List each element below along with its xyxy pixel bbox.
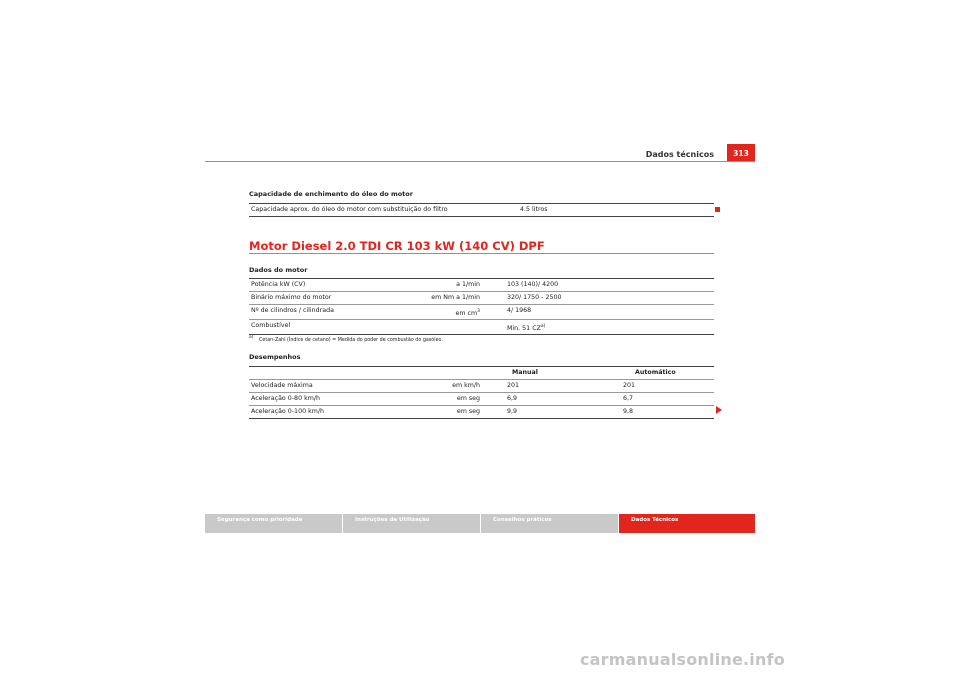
- footnote-text: Cetan-Zahl (Índice de cetano) = Medida do poder de combustão do gasóleo.: [259, 337, 443, 343]
- footnote-marker: a): [249, 335, 254, 340]
- engine-row-unit: a 1/min: [456, 281, 480, 288]
- footnote-ref: a): [540, 324, 546, 329]
- engine-row-value: 103 (140)/ 4200: [507, 281, 559, 288]
- performance-row-unit: em seg: [456, 395, 480, 402]
- engine-title: Motor Diesel 2.0 TDI CR 103 kW (140 CV) DPF: [249, 239, 545, 253]
- table-row: [249, 320, 714, 334]
- engine-row-value: 320/ 1750 - 2500: [507, 294, 562, 301]
- engine-row-value: [507, 324, 545, 332]
- oil-capacity-label: Capacidade aprox. do óleo do motor com substituição do filtro: [251, 206, 448, 213]
- oil-capacity-value: 4.5 litros: [520, 206, 548, 213]
- footer-tab-practical-advice[interactable]: Conselhos práticos: [481, 514, 618, 533]
- fuel-value-text: Min. 51 CZ: [507, 325, 541, 333]
- automatic-value: 201: [623, 382, 636, 389]
- table-header-row: [249, 367, 714, 380]
- engine-data-heading: Dados do motor: [249, 266, 308, 274]
- engine-row-label: Binário máximo do motor: [251, 294, 332, 301]
- footer-tab-instructions[interactable]: Instruções de Utilização: [343, 514, 480, 533]
- table-row: [249, 279, 714, 292]
- engine-data-table: [249, 278, 714, 335]
- footer-tab-technical-data[interactable]: Dados Técnicos: [619, 514, 755, 533]
- engine-row-unit: [456, 309, 480, 317]
- footer-tab-safety[interactable]: Segurança como prioridade: [205, 514, 342, 533]
- page-number: 313: [727, 144, 755, 161]
- engine-row-label: Nº de cilindros / cilindrada: [251, 307, 334, 314]
- performance-row-unit: em km/h: [452, 382, 480, 389]
- manual-value: 201: [507, 382, 520, 389]
- table-row: [249, 204, 714, 216]
- unit-text: em cm: [455, 310, 478, 318]
- table-row: [249, 406, 714, 418]
- manual-value: 9,9: [507, 408, 518, 415]
- performance-row-label: Aceleração 0-100 km/h: [251, 408, 324, 415]
- engine-row-value: 4/ 1968: [507, 307, 532, 314]
- section-end-icon: [715, 207, 720, 212]
- section-title: Dados técnicos: [645, 150, 714, 159]
- continue-arrow-icon: [716, 406, 722, 414]
- table-row: [249, 292, 714, 305]
- performance-row-label: Velocidade máxima: [251, 382, 313, 389]
- engine-row-label: Potência kW (CV): [251, 281, 306, 288]
- footnote: [249, 335, 443, 343]
- automatic-value: 6,7: [623, 395, 634, 402]
- title-divider: [249, 253, 714, 254]
- table-row: [249, 305, 714, 320]
- watermark: carmanualsonline.info: [580, 650, 785, 669]
- header-divider: [205, 161, 755, 162]
- engine-row-label: Combustível: [251, 322, 291, 329]
- column-header-manual: Manual: [512, 369, 538, 376]
- oil-capacity-table: [249, 203, 714, 217]
- unit-superscript: 3: [477, 309, 480, 314]
- performance-table: [249, 366, 714, 419]
- oil-capacity-heading: Capacidade de enchimento do óleo do motor: [249, 190, 413, 198]
- column-header-automatic: Automático: [635, 369, 676, 376]
- performance-heading: Desempenhos: [249, 353, 301, 361]
- manual-value: 6,9: [507, 395, 518, 402]
- table-row: [249, 393, 714, 406]
- performance-row-label: Aceleração 0-80 km/h: [251, 395, 320, 402]
- engine-row-unit: em Nm a 1/min: [431, 294, 480, 301]
- table-row: [249, 380, 714, 393]
- automatic-value: 9,8: [623, 408, 634, 415]
- performance-row-unit: em seg: [456, 408, 480, 415]
